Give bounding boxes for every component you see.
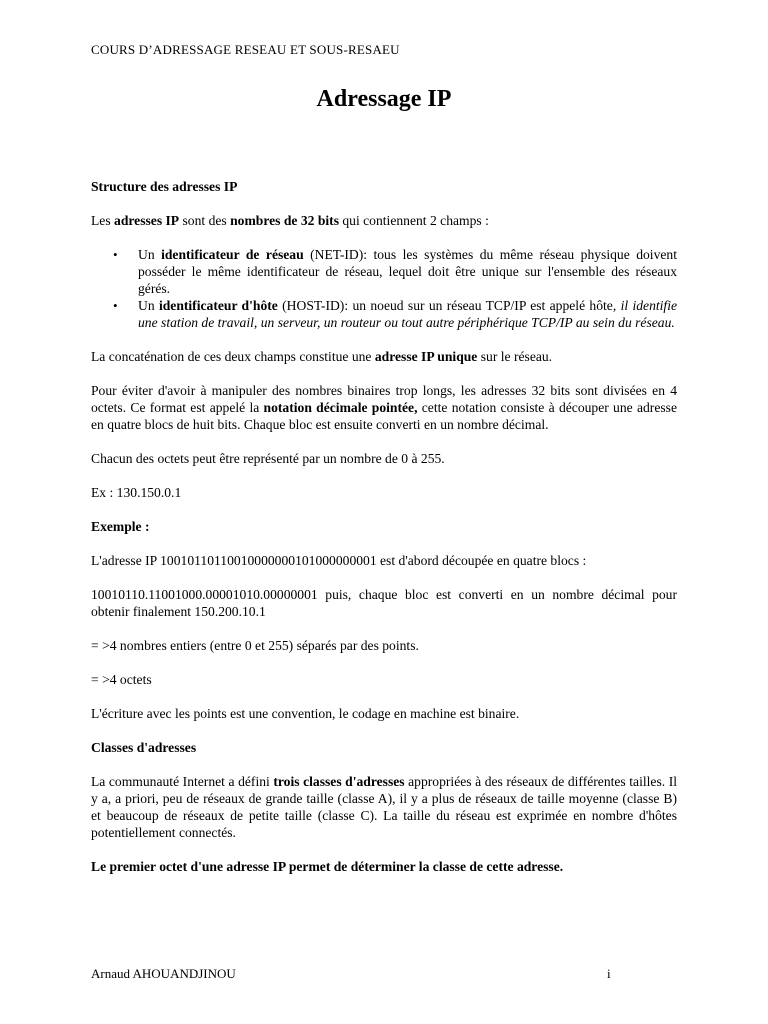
paragraph-octet-range: Chacun des octets peut être représenté par un nombre de 0 à 255.: [91, 451, 445, 466]
footer-page-number: i: [607, 966, 611, 981]
paragraph-example-address: Ex : 130.150.0.1: [91, 485, 182, 500]
paragraph-intro: Les adresses IP sont des nombres de 32 bits qui contiennent 2 champs :: [91, 213, 489, 228]
document-body: [91, 178, 677, 875]
bullet-item-net-id: • Un identificateur de réseau (NET-ID): tous les systèmes du même réseau physique doivent posséder le même identificateur de réseau, lequel doit être unique sur l'ensemble des réseaux gérés.: [91, 246, 677, 297]
section-heading-example: Exemple :: [91, 519, 150, 534]
paragraph-classes: La communauté Internet a défini trois classes d'adresses appropriées à des réseaux de différentes tailles. Il y a, a priori, peu de réseaux de grande taille (classe A), il y a plus de réseaux de taille moyenne (classe B) et beaucoup de réseaux de petite taille (classe C). La taille du réseau est exprimée en nombre d'hôtes potentiellement connectés.: [91, 774, 678, 840]
paragraph-concatenation: La concaténation de ces deux champs constitue une adresse IP unique sur le réseau.: [91, 349, 553, 364]
page-title: Adressage IP: [316, 86, 452, 112]
paragraph-binary-address: L'adresse IP 10010110110010000000101000000001 est d'abord découpée en quatre blocs :: [91, 553, 587, 568]
paragraph-four-integers: = >4 nombres entiers (entre 0 et 255) séparés par des points.: [91, 638, 419, 653]
paragraph-dotted-notation: Pour éviter d'avoir à manipuler des nombres binaires trop longs, les adresses 32 bits sont divisées en 4 octets. Ce format est appelé la notation décimale pointée, cette notation consiste à découper une adresse en quatre blocs de huit bits. Chaque bloc est ensuite converti en un nombre décimal.: [91, 383, 677, 432]
paragraph-binary-blocks: 10010110.11001000.00001010.00000001 puis, chaque bloc est converti en un nombre décimal pour obtenir finalement 150.200.10.1: [91, 587, 677, 619]
paragraph-four-octets: = >4 octets: [91, 672, 152, 687]
bullet-item-host-id: • Un identificateur d'hôte (HOST-ID): un noeud sur un réseau TCP/IP est appelé hôte, il identifie une station de travail, un serveur, un routeur ou tout autre périphérique TCP/IP au sein du réseau.: [91, 297, 677, 331]
footer-author: Arnaud AHOUANDJINOU: [91, 966, 236, 981]
paragraph-first-octet: Le premier octet d'une adresse IP permet de déterminer la classe de cette adresse.: [91, 859, 564, 874]
section-heading-classes: Classes d'adresses: [91, 740, 197, 755]
paragraph-binary-convention: L'écriture avec les points est une convention, le codage en machine est binaire.: [91, 706, 520, 721]
running-header: COURS D’ADRESSAGE RESEAU ET SOUS-RESAEU: [91, 42, 400, 57]
bullet-list: [91, 246, 677, 331]
section-heading-structure: Structure des adresses IP: [91, 179, 238, 194]
